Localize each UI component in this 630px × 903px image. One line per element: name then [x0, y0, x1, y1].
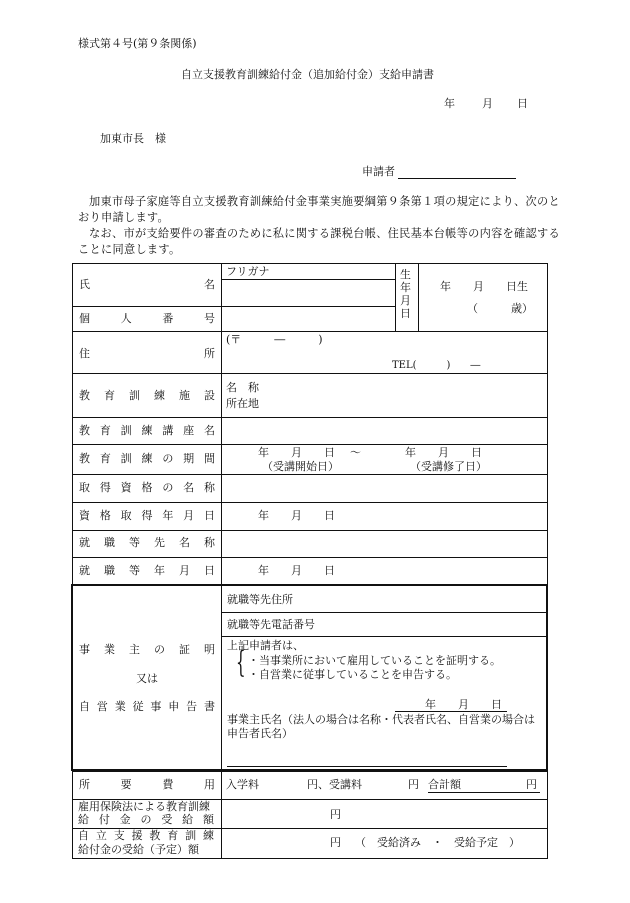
brace-icon: {	[236, 645, 246, 680]
furigana-label: フリガナ	[226, 265, 270, 278]
name-field[interactable]	[226, 282, 392, 304]
applicant-signature-line[interactable]	[398, 178, 516, 179]
employment-date-label: 就職等年月日	[79, 564, 215, 577]
telephone[interactable]: TEL( ) ―	[392, 360, 481, 371]
total-label: 合計額	[428, 778, 461, 791]
date-year-label: 年	[444, 97, 455, 110]
individual-number-field[interactable]	[226, 310, 392, 328]
birth-date-field[interactable]: 年 月 日生	[440, 280, 528, 293]
employment-insurance-label-line1: 雇用保険法による教育訓練	[78, 800, 210, 813]
qualification-name-field[interactable]	[226, 477, 544, 499]
period-end-note: （受講修了日）	[410, 460, 487, 473]
certification-date-underline	[395, 711, 507, 712]
qualification-date-field[interactable]: 年 月 日	[258, 509, 335, 522]
tuition-label[interactable]: 円、受講料	[307, 778, 362, 791]
total-yen: 円	[526, 778, 537, 791]
qualification-date-label: 資格取得年月日	[79, 509, 215, 522]
receipt-status-options[interactable]: （ 受給済み ・ 受給予定 ）	[355, 836, 520, 849]
period-tilde: ～	[350, 446, 361, 459]
course-name-field[interactable]	[226, 420, 544, 442]
page-title: 自立支援教育訓練給付金（追加給付金）支給申請書	[181, 68, 434, 81]
employer-signature-line[interactable]	[227, 766, 507, 767]
self-support-label-line2: 給付金の受給（予定）額	[78, 843, 199, 856]
employer-certification-label: 事業主の証明	[79, 643, 215, 656]
employment-date-field[interactable]: 年 月 日	[258, 564, 335, 577]
or-label: 又は	[136, 672, 158, 685]
training-facility-label: 教育訓練施設	[79, 389, 215, 402]
self-support-yen[interactable]: 円	[330, 836, 341, 849]
period-end-date[interactable]: 年 月 日	[405, 446, 482, 459]
form-number: 様式第４号(第９条関係)	[78, 37, 197, 50]
facility-location-label[interactable]: 所在地	[226, 397, 259, 410]
employer-signature-label: 事業主氏名（法人の場合は名称・代表者氏名、自営業の場合は申告者氏名）	[227, 713, 535, 740]
date-day-label: 日	[517, 97, 528, 110]
postal-code[interactable]: (〒 ― )	[226, 333, 323, 346]
required-cost-label: 所要費用	[79, 778, 215, 791]
employer-name-field[interactable]	[226, 533, 544, 555]
total-underline[interactable]	[428, 792, 540, 793]
intro-paragraph-1: 加東市母子家庭等自立支援教育訓練給付金事業実施要綱第９条第１項の規定により、次のとおり申請します。	[78, 195, 560, 224]
employer-name-label: 就職等先名称	[79, 536, 215, 549]
intro-paragraph-2: なお、市が支給要件の審査のために私に関する課税台帳、住民基本台帳等の内容を確認することに同意します。	[78, 227, 560, 256]
individual-number-label: 個人番号	[79, 312, 215, 325]
age-field[interactable]: （ 歳）	[467, 302, 533, 315]
addressee: 加東市長 様	[100, 132, 166, 145]
name-label: 氏 名	[79, 278, 215, 291]
birth-date-label: 生年月日	[400, 268, 411, 320]
applicant-label: 申請者	[362, 165, 395, 178]
qualification-name-label: 取得資格の名称	[79, 481, 215, 494]
date-month-label: 月	[482, 97, 493, 110]
entrance-fee-label[interactable]: 入学料	[226, 778, 259, 791]
course-name-label: 教育訓練講座名	[79, 424, 215, 437]
certification-date[interactable]: 年 月 日	[425, 698, 502, 711]
employer-address-label[interactable]: 就職等先住所	[227, 593, 293, 606]
self-support-label-line1: 自立支援教育訓練	[78, 829, 214, 842]
period-start-note: （受講開始日）	[262, 460, 339, 473]
certification-option-self-employed[interactable]: ・自営業に従事していることを申告する。	[248, 668, 457, 681]
address-label: 住 所	[79, 347, 215, 360]
certification-option-employed[interactable]: ・当事業所において雇用していることを証明する。	[248, 654, 501, 667]
period-start-date[interactable]: 年 月 日	[258, 446, 335, 459]
self-employment-declaration-label: 自営業従事申告書	[79, 700, 215, 713]
employment-insurance-yen[interactable]: 円	[330, 808, 341, 821]
employer-phone-label[interactable]: 就職等先電話番号	[227, 618, 315, 631]
intro-text	[78, 194, 560, 258]
facility-name-label[interactable]: 名 称	[226, 381, 259, 394]
tuition-yen: 円	[408, 778, 419, 791]
employment-insurance-label-line2: 給付金の受給額	[78, 813, 214, 826]
training-period-label: 教育訓練の期間	[79, 452, 215, 465]
certification-intro: 上記申請者は、	[227, 639, 304, 652]
